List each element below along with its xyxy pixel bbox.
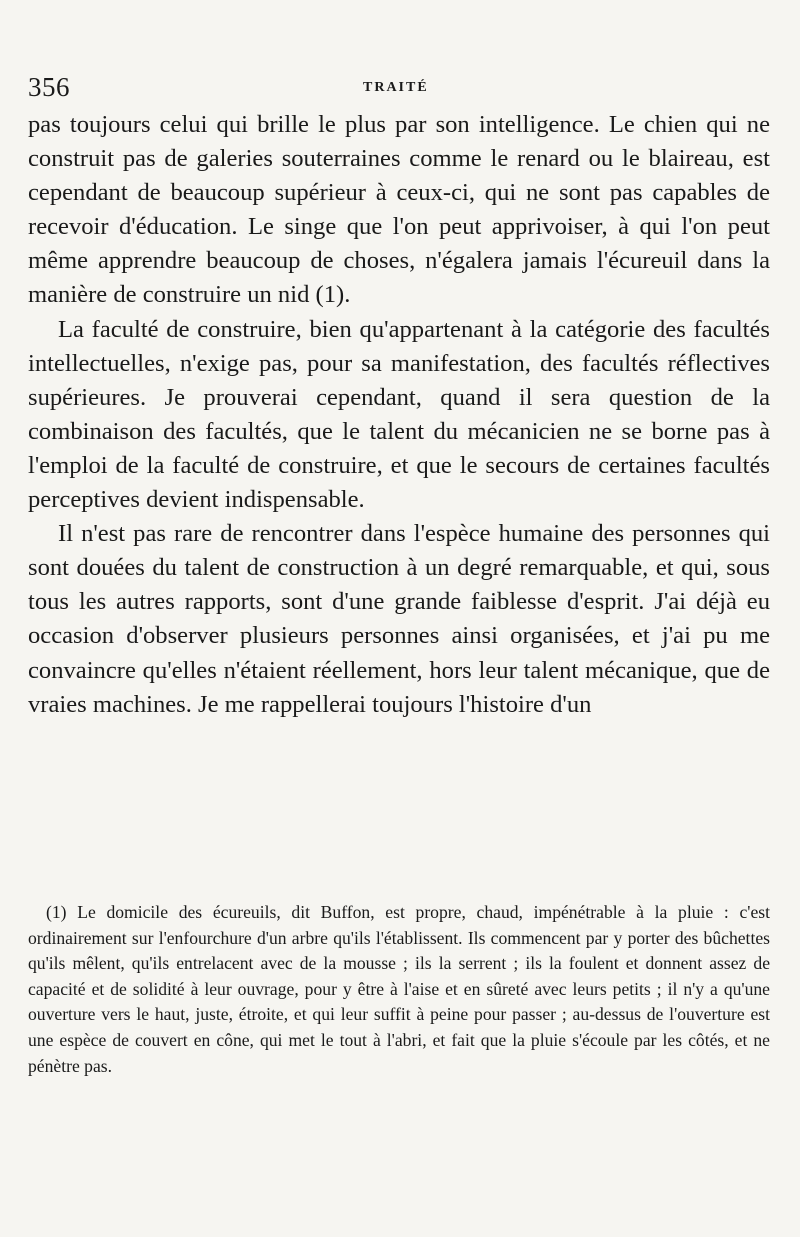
page-header — [28, 72, 768, 106]
main-text — [28, 108, 770, 722]
running-head: TRAITÉ — [363, 80, 429, 95]
page-number: 356 — [28, 72, 70, 102]
paragraph-human-construction-talent: Il n'est pas rare de rencontrer dans l'espèce humaine des personnes qui sont douées du talent de construction à un degré remarquable, et qui, sous tous les autres rapports, sont d'une grande faiblesse d'esprit. J'ai déjà eu occasion d'observer plusieurs personnes ainsi organisées, et j'ai pu me convaincre qu'elles n'étaient réellement, hors leur talent mécanique, que de vraies machines. Je me rappellerai toujours l'histoire d'un — [28, 520, 770, 718]
paragraph-continuation: pas toujours celui qui brille le plus par son intelligence. Le chien qui ne construit pas de galeries souterraines comme le renard ou le blaireau, est cependant de beaucoup supérieur à ceux-ci, qui ne sont pas capables de recevoir d'éducation. Le singe que l'on peut apprivoiser, à qui l'on peut même apprendre beaucoup de choses, n'égalera jamais l'écureuil dans la manière de construire un nid (1). — [28, 111, 770, 309]
footnote — [28, 900, 770, 1079]
paragraph-faculty-construction: La faculté de construire, bien qu'appartenant à la catégorie des facultés intellectuelles, n'exige pas, pour sa manifestation, des facultés réflectives supérieures. Je prouverai cependant, quand il sera question de la combinaison des facultés, que le talent du mécanicien ne se borne pas à l'emploi de la faculté de construire, et que le secours de certaines facultés perceptives devient indispensable. — [28, 315, 770, 514]
footnote-text: (1) Le domicile des écureuils, dit Buffon, est propre, chaud, impénétrable à la pluie : c'est ordinairement sur l'enfourchure d'un arbre qu'ils l'établissent. Ils commencent par y porter des bûchettes qu'ils mêlent, qu'ils entrelacent avec de la mousse ; ils la serrent ; ils la foulent et donnent assez de capacité et de solidité à leur ouvrage, pour y être à l'aise et en sûreté avec leurs petits ; il n'y a qu'une ouverture vers le haut, juste, étroite, et qui leur suffit à peine pour passer ; au-dessus de l'ouverture est une espèce de couvert en cône, qui met le tout à l'abri, et fait que la pluie s'écoule par les côtés, et ne pénètre pas. — [28, 902, 770, 1076]
